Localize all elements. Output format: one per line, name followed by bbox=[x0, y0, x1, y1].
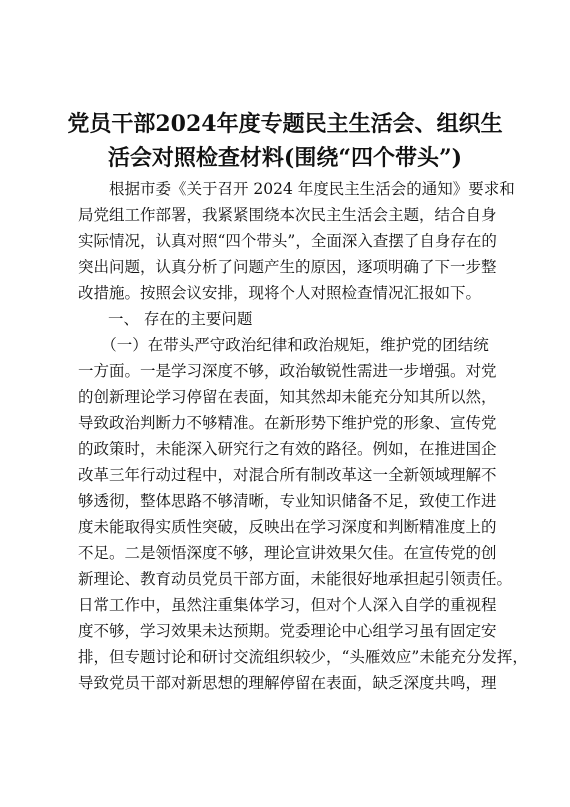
body-line: 排，但专题讨论和研讨交流组织较少，“头雁效应”未能充分发挥， bbox=[78, 648, 528, 666]
body-line: 导致政治判断力不够精准。在新形势下维护党的形象、宣传党 bbox=[78, 414, 497, 432]
section-heading: 一、 存在的主要问题 bbox=[108, 310, 253, 328]
body-line: 新理论、教育动员党员干部方面，未能很好地承担起引领责任。 bbox=[78, 570, 513, 588]
body-line: 不足。二是领悟深度不够，理论宣讲效果欠佳。在宣传党的创 bbox=[78, 544, 497, 562]
body-line: 度不够，学习效果未达预期。党委理论中心组学习虽有固定安 bbox=[78, 622, 497, 640]
body-line: 一方面。一是学习深度不够，政治敏锐性需进一步增强。对党 bbox=[78, 362, 497, 380]
intro-line: 改措施。按照会议安排，现将个人对照检查情况汇报如下。 bbox=[78, 284, 482, 302]
document-title-line-1: 党员干部2024年度专题民主生活会、组织生 bbox=[67, 111, 503, 137]
body-line: 导致党员干部对新思想的理解停留在表面，缺乏深度共鸣，理 bbox=[78, 674, 497, 692]
document-title-line-2: 活会对照检查材料(围绕“四个带头”) bbox=[107, 145, 463, 171]
body-line: 的创新理论学习停留在表面，知其然却未能充分知其所以然， bbox=[78, 388, 497, 406]
body-line: 改革三年行动过程中，对混合所有制改革这一全新领域理解不 bbox=[78, 466, 497, 484]
body-line: 的政策时，未能深入研究行之有效的路径。例如，在推进国企 bbox=[78, 440, 497, 458]
intro-line: 根据市委《关于召开 2024 年度民主生活会的通知》要求和 bbox=[78, 180, 515, 198]
body-line: （一）在带头严守政治纪律和政治规矩，维护党的团结统 bbox=[78, 336, 489, 354]
body-line: 度未能取得实质性突破，反映出在学习深度和判断精准度上的 bbox=[78, 518, 497, 536]
intro-line: 局党组工作部署，我紧紧围绕本次民主生活会主题，结合自身 bbox=[78, 206, 497, 224]
intro-line: 实际情况，认真对照“四个带头”，全面深入查摆了自身存在的 bbox=[78, 232, 497, 250]
body-line: 日常工作中，虽然注重集体学习，但对个人深入自学的重视程 bbox=[78, 596, 497, 614]
body-line: 够透彻，整体思路不够清晰，专业知识储备不足，致使工作进 bbox=[78, 492, 497, 510]
intro-line: 突出问题，认真分析了问题产生的原因，逐项明确了下一步整 bbox=[78, 258, 497, 276]
